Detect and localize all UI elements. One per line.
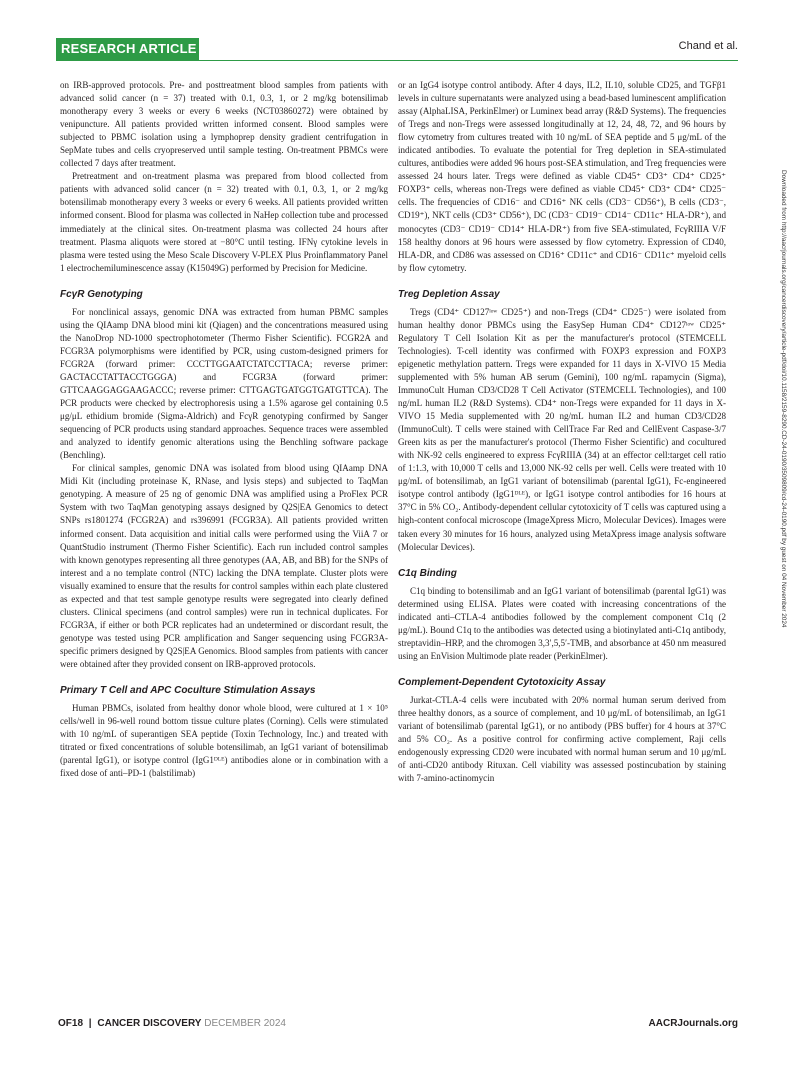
section-banner: RESEARCH ARTICLE <box>56 38 199 60</box>
issue-date: DECEMBER 2024 <box>204 1018 286 1029</box>
download-watermark <box>777 170 787 890</box>
footer-left <box>58 1018 286 1029</box>
running-authors: Chand et al. <box>678 40 738 52</box>
download-watermark-text: Downloaded from http://aacrjournals.org/cancerdiscovery/article-pdf/doi/10.1158/2159-8290.CD-24-0190/3509809/cd-24-0190.pdf by guest on 04 November 2024 <box>780 170 787 628</box>
heading-primary-t-cell: Primary T Cell and APC Coculture Stimulation Assays <box>60 685 316 697</box>
journal-name: CANCER DISCOVERY <box>97 1018 202 1029</box>
heading-treg-depletion: Treg Depletion Assay <box>398 288 500 300</box>
left-column <box>60 79 388 780</box>
paragraph-jurkat: Jurkat-CTLA-4 cells were incubated with 20% normal human serum derived from three healthy donors, as a source of complement, and 10 μg/mL of botensilimab, an IgG1 variant of botensilimab (parental IgG1), or no antibody (PBS buffer) for 4 hours at 37°C and 5% CO₂. As a positive control for confirming active complement, Raji cells endogenously expressing CD20 were incubated with normal human serum and 10 μg/mL of anti-CD20 antibody Rituxan. Cell viability was assessed postincubation by staining with 7-amino-actinomycin <box>398 694 726 784</box>
paragraph-nonclinical-dna: For nonclinical assays, genomic DNA was extracted from human PBMC samples using the QIAamp DNA blood mini kit (Qiagen) and the concentrations measured using the NanoDrop ND-1000 spectrophotometer (Thermo Fisher Scientific). FCGR2A and FCGR3A polymorphisms were identified by PCR, using custom-designed primers for FCGR2A (forward primer: CCCTTGGAATCTATCCTTACA; reverse primer: GACTACCTATTACCTGGGA) and FCGR3A (forward primer: GTTCAAGGAGGAAGACCC; reverse primer: CTTGAGTGATGGTGATGTTCA). The PCR products were checked by electrophoresis using a 1.5% agarose gel containing 0.5 μg/μL ethidium bromide (Sigma-Aldrich) and FcγR genotyping confirmed by Sanger sequencing of PCR products using standard approaches. Sequence traces were assembled and analyzed to identify genomic alterations using the Benchling software package (Benchling). <box>60 306 388 461</box>
paragraph-plasma: Pretreatment and on-treatment plasma was prepared from blood collected from patients with advanced solid cancer (n = 32) treated with 0.1, 0.3, 1, or 2 mg/kg botensilimab monotherapy every 3 weeks or every 6 weeks. All patients provided written informed consent. Blood for plasma was collected in NaHep collection tube and processed immediately at the clinical sites. On-treatment plasma was collected 24 hours after treatment. Plasma aliquots were stored at −80°C until testing. IFNγ cytokine levels in plasma were tested using the Meso Scale Discovery V-PLEX Plus Proinflammatory Panel 1 electrochemiluminescence assay (K15049G) performed by Precision for Medicine. <box>60 171 388 273</box>
paragraph-human-pbmcs: Human PBMCs, isolated from healthy donor whole blood, were cultured at 1 × 10⁵ cells/well in 96-well round bottom tissue culture plates (Corning). Cells were stimulated with 10 ng/mL of superantigen SEA peptide (Toxin Technology, Inc.) and treated with titrated or fixed concentrations of soluble botensilimab, an IgG1 variant of botensilimab (parental IgG1), or isotype control (IgG1ᴰᴸᴱ) antibodies alone or in combination with a fixed dose of anti–PD-1 (balstilimab) <box>60 703 388 779</box>
journal-site-link[interactable]: AACRJournals.org <box>648 1018 738 1029</box>
heading-fcgr-genotyping: FcγR Genotyping <box>60 288 143 300</box>
paragraph-c1q: C1q binding to botensilimab and an IgG1 variant of botensilimab (parental IgG1) was determined using ELISA. Plates were coated with increasing concentrations of the indicated anti–CTLA-4 antibodies followed by the complement component C1q (2 μg/mL). Bound C1q to the antibodies was detected using a biotinylated anti-C1q antibody, streptavidin–HRP, and the chromogen 3,3′,5,5′-TMB, and absorbance at 450 nm measured using an EnVision Multimode plate reader (PerkinElmer). <box>398 585 726 661</box>
heading-cdc-assay: Complement-Dependent Cytotoxicity Assay <box>398 676 606 688</box>
footer-separator: | <box>88 1018 92 1029</box>
paragraph-clinical-dna: For clinical samples, genomic DNA was isolated from blood using QIAamp DNA Midi Kit (including proteinase K, RNase, and lysis steps) and subjected to TaqMan genotyping. A measure of 25 ng of genomic DNA was amplified using a ProFlex PCR System with two TaqMan genotyping assays designed by Q2S|EA Genomics to detect SNPs rs1801274 (FCGR2A) and rs396991 (FCGR3A). All patients provided written informed consent. Data acquisition and initial calls were performed using the ViiA 7 or QuantStudio instrument (Thermo Fisher Scientific). Each run included control samples with known genotypes representing all three genotypes (AA, AB, and BB) for the SNPs of interest and a no template control (NTC) lacking the DNA template. Cluster plots were visually examined to ensure that the results for control samples within each plate clustered as expected and that test sample genotype results were segregated into clearly defined clusters. Clinical specimens (and control samples) were run in technical duplicates. For FCGR3A, if either or both PCR replicates had an undetermined or discordant result, the genotype was tested using PCR amplification and Sanger sequencing using FCGR3A-specific primers designed by Q2S|EA Genomics. Blood samples from patients with cancer were obtained after they provided consent on IRB-approved protocols. <box>60 463 388 669</box>
page-number: OF18 <box>58 1018 84 1029</box>
heading-c1q-binding: C1q Binding <box>398 567 457 579</box>
paragraph-irb-blood-samples: on IRB-approved protocols. Pre- and posttreatment blood samples from patients with advanced solid cancer (n = 37) treated with 0.1, 0.3, 1, or 2 mg/kg botensilimab monotherapy every 3 weeks or every 6 weeks (NCT03860272) were obtained by venipuncture. All patients provided written informed consent. Blood samples were subjected to PBMC isolation using a lymphoprep density gradient centrifugation in SepMate tubes and cells cryopreserved until sample testing. On-treatment PBMCs were collected 7 days after treatment. <box>60 80 388 169</box>
paragraph-isotype-control: or an IgG4 isotype control antibody. After 4 days, IL2, IL10, soluble CD25, and TGFβ1 levels in culture supernatants were analyzed using a bead-based luminescent amplification assay (AlphaLISA, PerkinElmer) or Luminex bead array (R&D Systems). The frequencies of Tregs and non-Tregs were assessed longitudinally at 12, 24, 48, 72, and 96 hours by flow cytometry from cultures treated with 10 ng/mL of SEA peptide and 5 μg/mL of the indicated antibodies. To evaluate the potential for Treg depletion in SEA-stimulated cultures, antibodies were added 96 hours post-SEA stimulation, and Treg frequencies were assessed 24 hours later. Tregs were defined as viable CD45⁺ CD3⁺ CD4⁺ CD25⁺ FOXP3⁺ cells, whereas non-Tregs were defined as viable CD45⁺ CD3⁺ CD4⁺ CD25⁻ cells. The frequencies of CD16⁻ and CD16⁺ NK cells (CD3⁻ CD56⁺), B cells (CD3⁻, CD19⁺), NKT cells (CD3⁺ CD56⁺), DC (CD3⁻ CD19⁻ CD14⁻ CD11c⁺ HLA-DR⁺), and monocytes (CD3⁻ CD19⁻ CD14⁺ HLA-DR⁺) from five SEA-stimulated, FcγRIIIA V/F 158 healthy donors at 96 hours were assessed by flow cytometry. Expression of CD40, HLA-DR, and CD86 was assessed on CD16⁺ CD11c⁺ and CD16⁻ CD11c⁺ myeloid cells by flow cytometry. <box>398 80 726 273</box>
right-column <box>398 79 726 785</box>
paragraph-treg-isolation: Tregs (CD4⁺ CD127ˡᵒʷ CD25⁺) and non-Tregs (CD4⁺ CD25⁻) were isolated from human healthy donor PBMCs using the EasySep Human CD4⁺ CD127ˡᵒʷ CD25⁺ Regulatory T Cell Isolation Kit as per the manufacturer's protocol (STEMCELL Technologies). T-cell identity was confirmed with FOXP3 expression and FOXP3 epigenetic methylation pattern. Tregs were expanded for 11 days in X-VIVO 15 Media supplemented with 5% human AB serum (Gemini), 100 ng/mL rapamycin (Sigma), ImmunoCult Human CD3/CD28 T Cell Activator (STEMCELL Technologies), and 100 ng/mL human IL2 (R&D Systems). CD4⁺ non-Tregs were expanded for 11 days in X-VIVO 15 Media supplemented with 20 ng/mL human IL2 and human CD3/CD28 (ImmunoCult). T cells were stained with CellTrace Far Red and CellEvent Caspase-3/7 Green kits as per the manufacturer's protocol (Thermo Fisher Scientific) and cocultured with NK-92 cells engineered to express FcγRIIIA (34) at an effector cell:target cell ratio of 1:1.3, with 10,000 T cells and 13,000 NK-92 cells per well. Cells were treated with 10 μg/mL of botensilimab, an IgG1 variant of botensilimab (parental IgG1), Fc-engineered isotype control antibody (IgG1ᴰᴸᴱ), or IgG1 isotype control antibodies for 16 hours at 37°C in 5% CO₂. Antibody-dependent cellular cytotoxicity of T cells was captured using a high-content confocal microscope (ImageXpress Micro, Molecular Devices). Images were taken every 30 minutes for 16 hours, analyzed using MetaXpress image analysis software (Molecular Devices). <box>398 306 726 552</box>
header-rule <box>56 60 738 61</box>
page-footer <box>58 1018 738 1032</box>
